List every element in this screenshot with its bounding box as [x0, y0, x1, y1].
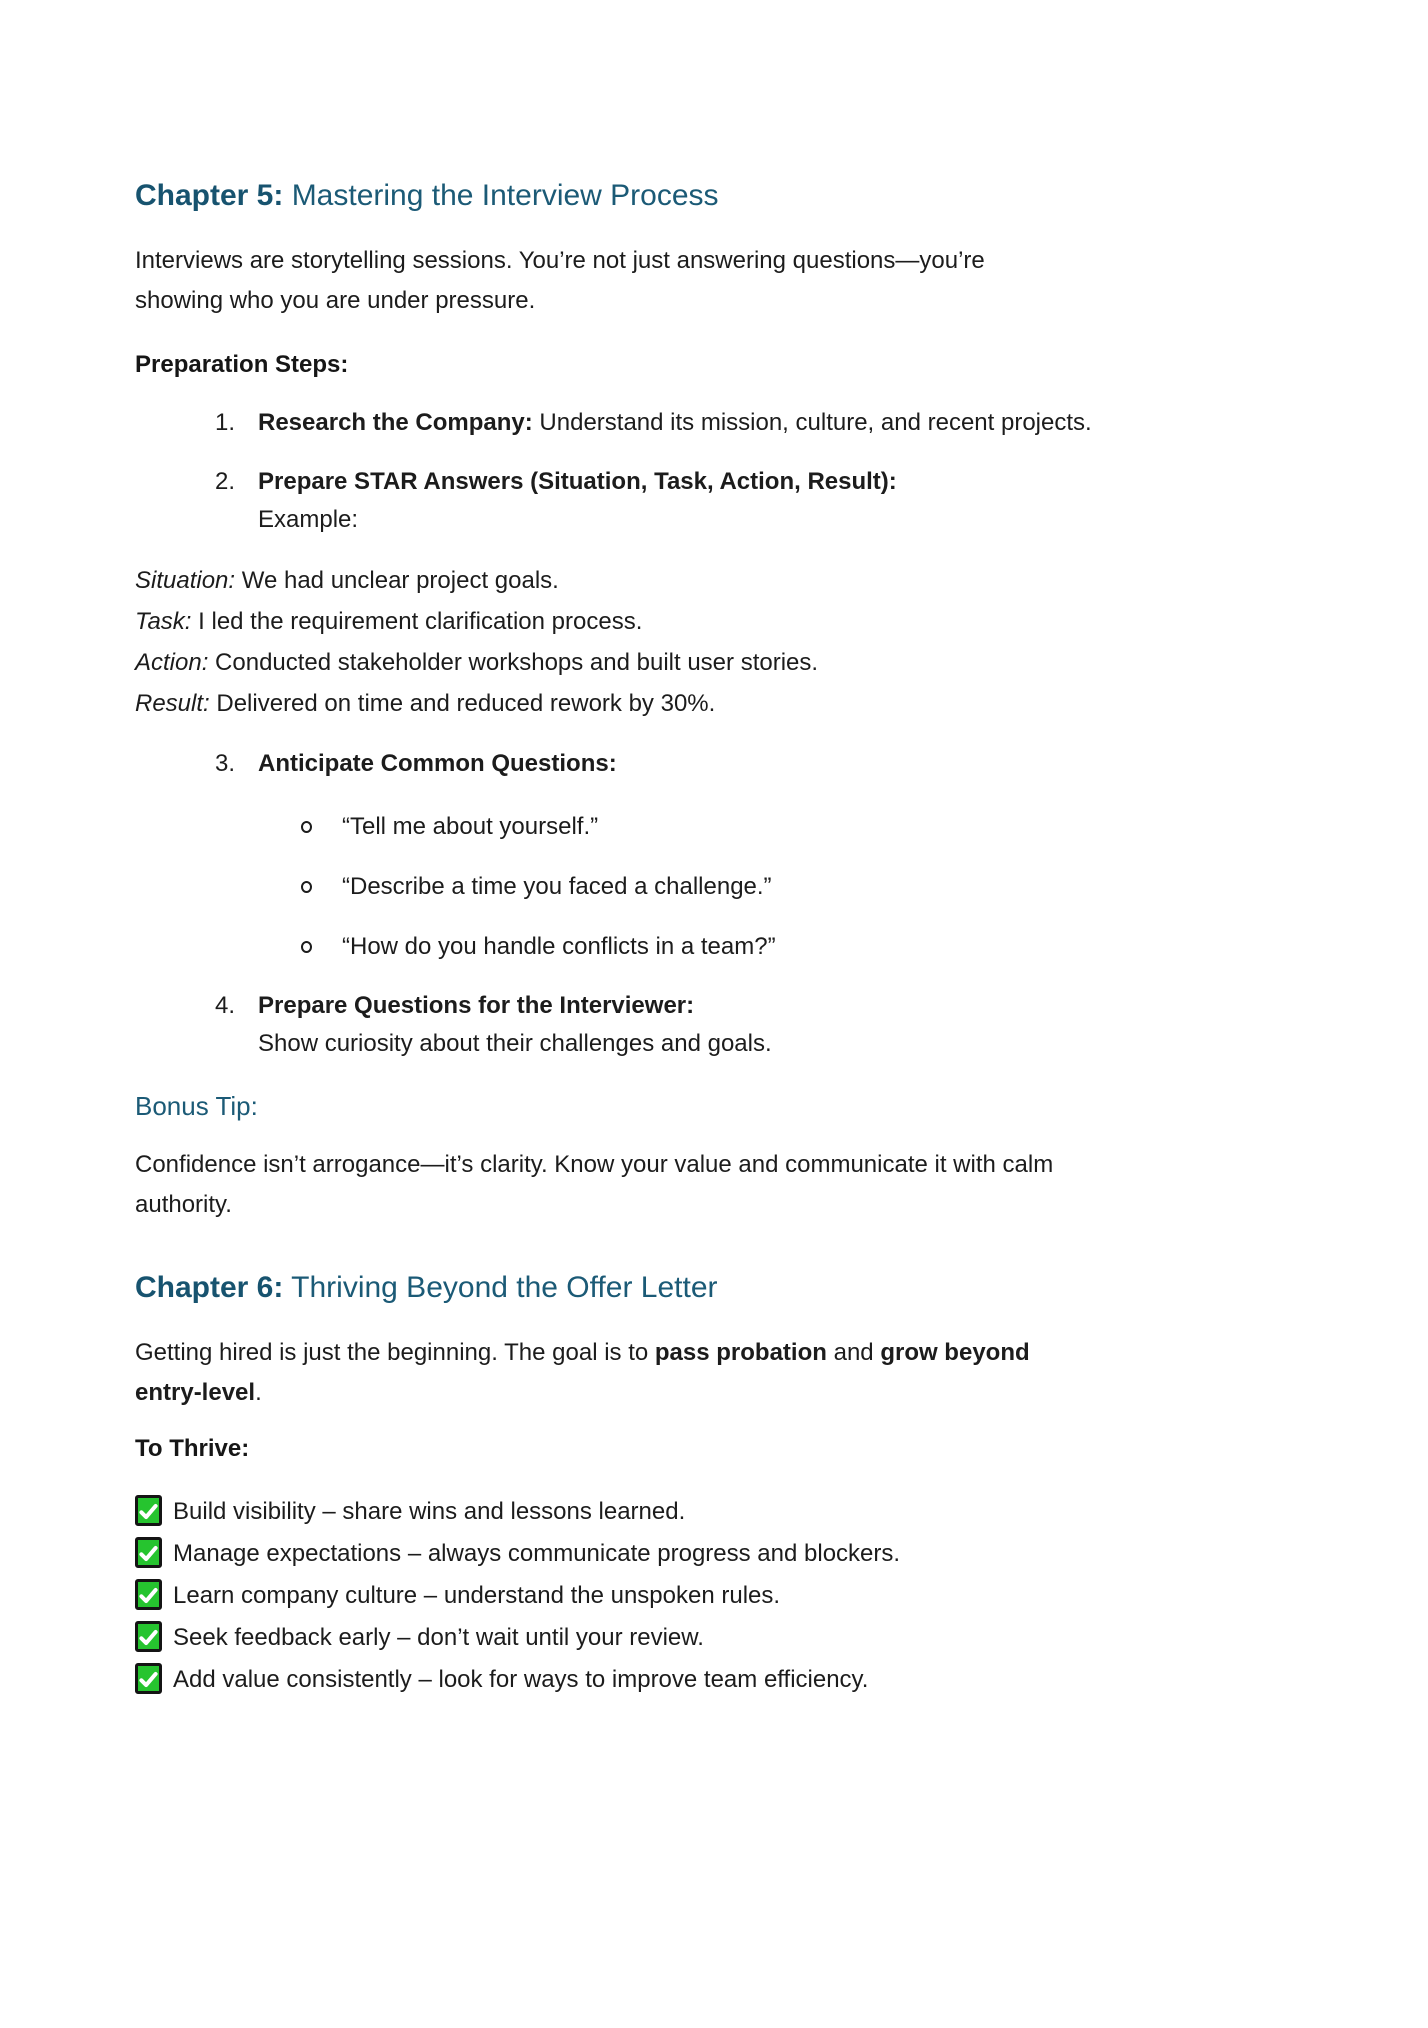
star-result-line: [135, 683, 1295, 724]
chapter5-intro-line2: showing who you are under pressure.: [135, 287, 536, 314]
checklist-text: Seek feedback early – don’t wait until your review.: [173, 1624, 704, 1651]
step-number: 2.: [215, 468, 236, 495]
chapter6-heading-title: Thriving Beyond the Offer Letter: [283, 1271, 718, 1304]
bonus-tip-paragraph: [135, 1145, 1295, 1225]
chapter6-intro-bold2b: entry-level: [135, 1379, 256, 1406]
list-item: [135, 1659, 1295, 1701]
step-prepare-star: [135, 463, 1295, 539]
document-content: [135, 177, 1295, 1701]
circle-bullet-icon: [301, 881, 312, 893]
step-bold-label: Anticipate Common Questions:: [258, 750, 617, 777]
list-item: [135, 1533, 1295, 1575]
question-text: “Describe a time you faced a challenge.”: [342, 873, 772, 900]
question-text: “Tell me about yourself.”: [342, 813, 599, 840]
circle-bullet-icon: [301, 941, 312, 953]
star-label: Task:: [135, 608, 192, 635]
chapter5-heading-label: Chapter 5:: [135, 179, 284, 212]
chapter6-intro-end: .: [255, 1379, 262, 1406]
star-text: We had unclear project goals.: [235, 567, 559, 594]
star-task-line: [135, 601, 1295, 642]
preparation-steps-heading: Preparation Steps:: [135, 351, 349, 378]
checklist-text: Build visibility – share wins and lessons learned.: [173, 1498, 686, 1525]
to-thrive-heading: To Thrive:: [135, 1435, 250, 1462]
star-action-line: [135, 642, 1295, 683]
chapter6-intro-bold1: pass probation: [654, 1339, 827, 1366]
bonus-tip-line1: Confidence isn’t arrogance—it’s clarity. Know your value and communicate it with calm: [135, 1151, 1054, 1178]
step-prepare-questions: [135, 987, 1295, 1063]
checkbox-checked-icon: [135, 1579, 162, 1610]
question-text: “How do you handle conflicts in a team?”: [342, 933, 776, 960]
circle-bullet-icon: [301, 821, 312, 833]
chapter6-intro-paragraph: [135, 1333, 1295, 1413]
chapter5-intro-paragraph: [135, 241, 1295, 321]
list-item: [135, 927, 1295, 967]
list-item: [135, 807, 1295, 847]
step-text: Show curiosity about their challenges and goals.: [258, 1030, 772, 1057]
step-number: 1.: [215, 409, 236, 436]
chapter5-heading: [135, 177, 1295, 215]
step-text: Understand its mission, culture, and recent projects.: [532, 409, 1092, 436]
checklist-text: Learn company culture – understand the unspoken rules.: [173, 1582, 781, 1609]
chapter5-heading-title: Mastering the Interview Process: [283, 179, 719, 212]
checklist-text: Manage expectations – always communicate progress and blockers.: [173, 1540, 901, 1567]
chapter5-intro-line1: Interviews are storytelling sessions. You’re not just answering questions—you’re: [135, 247, 985, 274]
star-label: Situation:: [135, 567, 236, 594]
list-item: [135, 1491, 1295, 1533]
checkbox-checked-icon: [135, 1663, 162, 1694]
thrive-checklist: [135, 1491, 1295, 1701]
chapter6-heading-label: Chapter 6:: [135, 1271, 284, 1304]
star-text: I led the requirement clarification process.: [191, 608, 643, 635]
star-example-block: [135, 560, 1295, 724]
checkbox-checked-icon: [135, 1495, 162, 1526]
star-label: Result:: [135, 690, 210, 717]
step-bold-label: Prepare Questions for the Interviewer:: [258, 992, 695, 1019]
chapter6-intro-pre: Getting hired is just the beginning. The goal is to: [135, 1339, 655, 1366]
star-label: Action:: [135, 649, 209, 676]
step-example-label: Example:: [258, 506, 359, 533]
step-bold-label: Research the Company:: [258, 409, 533, 436]
step-number: 4.: [215, 992, 236, 1019]
bonus-tip-heading: Bonus Tip:: [135, 1091, 258, 1121]
star-situation-line: [135, 560, 1295, 601]
list-item: [135, 1575, 1295, 1617]
star-text: Conducted stakeholder workshops and built user stories.: [208, 649, 819, 676]
chapter6-intro-mid: and: [826, 1339, 881, 1366]
checkbox-checked-icon: [135, 1537, 162, 1568]
step-anticipate-questions: [135, 745, 1295, 783]
bonus-tip-line2: authority.: [135, 1191, 232, 1218]
chapter6-intro-bold2a: grow beyond: [880, 1339, 1030, 1366]
checklist-text: Add value consistently – look for ways to improve team efficiency.: [173, 1666, 869, 1693]
common-questions-list: [135, 807, 1295, 967]
chapter6-heading: [135, 1269, 1295, 1307]
star-text: Delivered on time and reduced rework by 30%.: [209, 690, 716, 717]
step-research-company: [135, 404, 1295, 442]
list-item: [135, 867, 1295, 907]
list-item: [135, 1617, 1295, 1659]
checkbox-checked-icon: [135, 1621, 162, 1652]
step-number: 3.: [215, 750, 236, 777]
step-bold-label: Prepare STAR Answers (Situation, Task, Action, Result):: [258, 468, 897, 495]
